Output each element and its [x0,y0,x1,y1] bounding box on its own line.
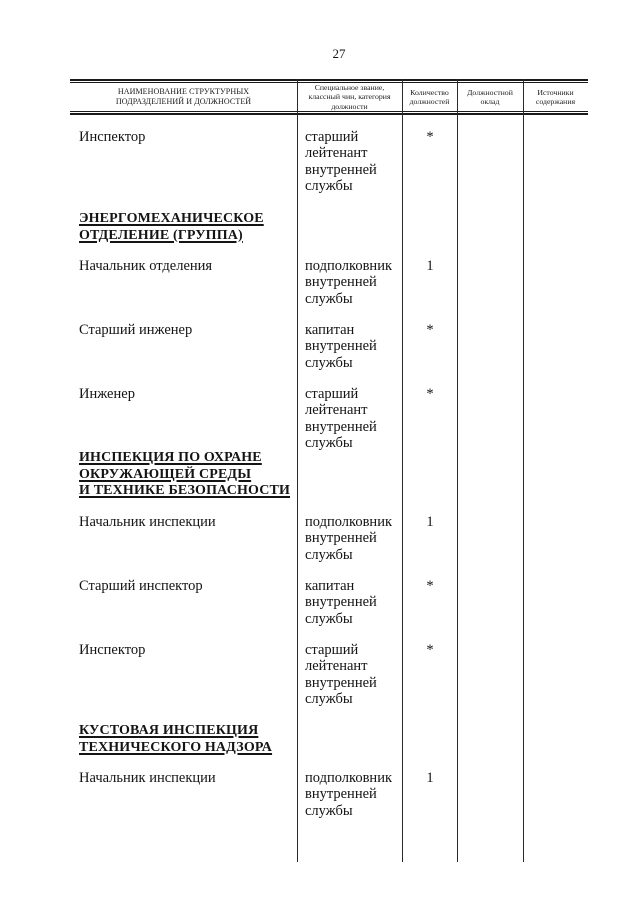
position-rank: подполковник внутренней службы [305,514,392,563]
position-rank: подполковник внутренней службы [305,258,392,307]
header-bottom-rule [70,111,588,112]
table-row [0,386,640,456]
header-count: Количество должностей [409,87,450,106]
position-count: * [426,386,434,402]
header-rank: Специальное звание, классный чин, категория должности [308,82,391,111]
position-count: * [426,129,434,145]
header-salary: Должностной оклад [467,87,513,106]
position-name: Инженер [79,386,135,402]
position-rank: капитан внутренней службы [305,578,377,627]
position-count: 1 [426,258,434,274]
position-name: Инспектор [79,129,146,145]
position-name: Начальник инспекции [79,770,216,786]
table-row [0,322,640,392]
position-name: Начальник отделения [79,258,213,274]
position-rank: старший лейтенант внутренней службы [305,642,377,708]
position-rank: старший лейтенант внутренней службы [305,386,377,452]
position-rank: подполковник внутренней службы [305,770,392,819]
position-count: * [426,322,434,338]
position-name: Начальник инспекции [79,514,216,530]
table-row [0,770,640,840]
position-name: Инспектор [79,642,146,658]
table-row [0,642,640,712]
position-rank: капитан внутренней службы [305,322,377,371]
table-row [0,258,640,328]
table-row [0,578,640,648]
position-count: * [426,642,434,658]
section-heading: ИНСПЕКЦИЯ ПО ОХРАНЕ ОКРУЖАЮЩЕЙ СРЕДЫ И ТЕХНИКЕ БЕЗОПАСНОСТИ [79,450,290,499]
position-name: Старший инспектор [79,578,203,594]
table-row [0,514,640,584]
section-heading: КУСТОВАЯ ИНСПЕКЦИЯ ТЕХНИЧЕСКОГО НАДЗОРА [79,723,273,755]
position-count: 1 [426,770,434,786]
page-number: 27 [332,46,346,61]
position-count: 1 [426,514,434,530]
header-source: Источники содержания [535,87,576,106]
position-count: * [426,578,434,594]
position-rank: старший лейтенант внутренней службы [305,129,377,195]
table-top-rule [70,79,588,81]
section-heading: ЭНЕРГОМЕХАНИЧЕСКОЕ ОТДЕЛЕНИЕ (ГРУППА) [79,211,264,243]
header-name: НАИМЕНОВАНИЕ СТРУКТУРНЫХ ПОДРАЗДЕЛЕНИЙ И ДОЛЖНОСТЕЙ [115,87,252,106]
header-bottom-rule-outer [70,113,588,115]
table-row [0,129,640,199]
position-name: Старший инженер [79,322,193,338]
